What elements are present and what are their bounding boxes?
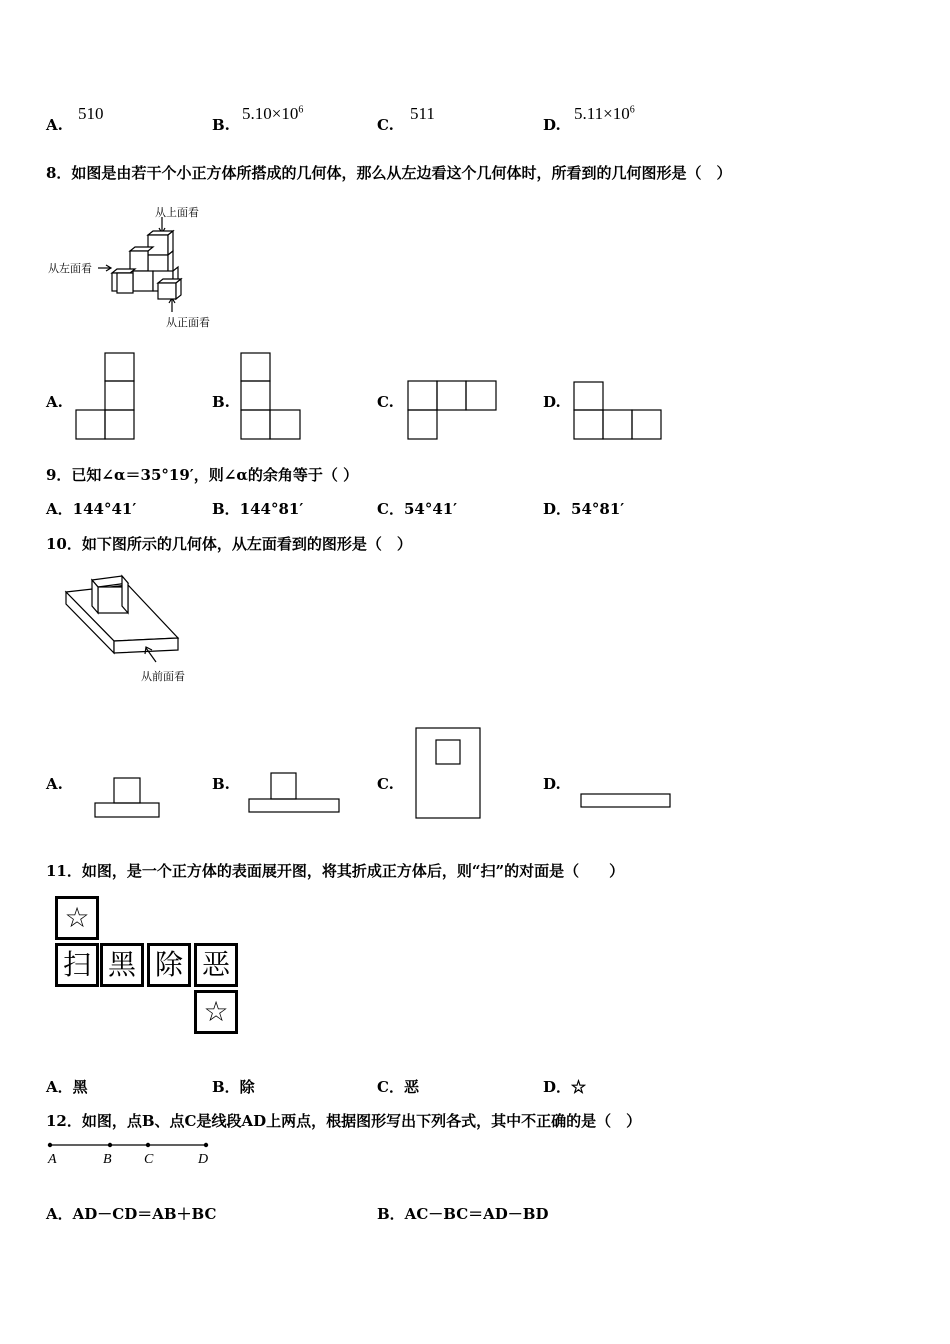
q7-option-c-value: 511 xyxy=(410,104,435,123)
q10-option-d: D. xyxy=(543,775,561,793)
q8-option-b: B. xyxy=(212,393,230,411)
q12-option-a: A．AD－CD＝AB＋BC xyxy=(46,1205,217,1223)
q10-option-c: C. xyxy=(377,775,394,793)
q11-option-c: C．恶 xyxy=(377,1078,419,1096)
q8-option-a: A. xyxy=(46,393,63,411)
q11-option-b: B．除 xyxy=(212,1078,255,1096)
q9-option-a: A．144°41′ xyxy=(46,500,137,518)
q8-fig-top-label: 从上面看 xyxy=(155,206,199,219)
q10-option-b: B. xyxy=(212,775,230,793)
q11-option-a: A．黑 xyxy=(46,1078,88,1096)
q7-option-c: C. xyxy=(377,116,394,134)
net-cell-star-top: ☆ xyxy=(55,896,99,940)
point-d-label: D xyxy=(198,1152,209,1167)
q7-option-d: D. xyxy=(543,116,561,134)
q7-option-a-value: 510 xyxy=(78,104,104,123)
q9-text: 9．已知∠α＝35°19′，则∠α的余角等于（ ） xyxy=(46,466,359,484)
point-a-label: A xyxy=(48,1152,57,1167)
q9-option-c: C．54°41′ xyxy=(377,500,458,518)
q7-option-a: A. xyxy=(46,116,63,134)
net-cell-sao: 扫 xyxy=(55,943,99,987)
q10-fig-label: 从前面看 xyxy=(141,670,185,683)
q8-fig-front-label: 从正面看 xyxy=(166,316,210,329)
q7-option-d-value: $5.11\times 10^6$ xyxy=(574,104,635,123)
q11-option-d: D．☆ xyxy=(543,1078,587,1096)
q10-option-a: A. xyxy=(46,775,63,793)
q8-option-d: D. xyxy=(543,393,561,411)
q9-option-b: B．144°81′ xyxy=(212,500,304,518)
q9-option-d: D．54°81′ xyxy=(543,500,625,518)
q7-option-b: B. xyxy=(212,116,230,134)
q8-text: 8．如图是由若干个小正方体所搭成的几何体，那么从左边看这个几何体时，所看到的几何图形是（ ） xyxy=(46,164,732,182)
point-b-label: B xyxy=(103,1152,112,1167)
q12-option-b: B．AC－BC＝AD－BD xyxy=(377,1205,549,1223)
net-cell-e: 恶 xyxy=(194,943,238,987)
q8-option-c: C. xyxy=(377,393,394,411)
q11-text: 11．如图，是一个正方体的表面展开图，将其折成正方体后，则“扫”的对面是（ ） xyxy=(46,862,625,880)
q10-text: 10．如下图所示的几何体，从左面看到的图形是（ ） xyxy=(46,535,412,553)
net-cell-star-bottom: ☆ xyxy=(194,990,238,1034)
q7-option-b-value: $5.10\times 10^6$ xyxy=(242,104,304,123)
q8-fig-left-label: 从左面看 xyxy=(48,262,92,275)
net-cell-chu: 除 xyxy=(147,943,191,987)
point-c-label: C xyxy=(144,1152,154,1167)
net-cell-hei: 黑 xyxy=(100,943,144,987)
q12-text: 12．如图，点B、点C是线段AD上两点，根据图形写出下列各式，其中不正确的是（ ） xyxy=(46,1112,642,1130)
